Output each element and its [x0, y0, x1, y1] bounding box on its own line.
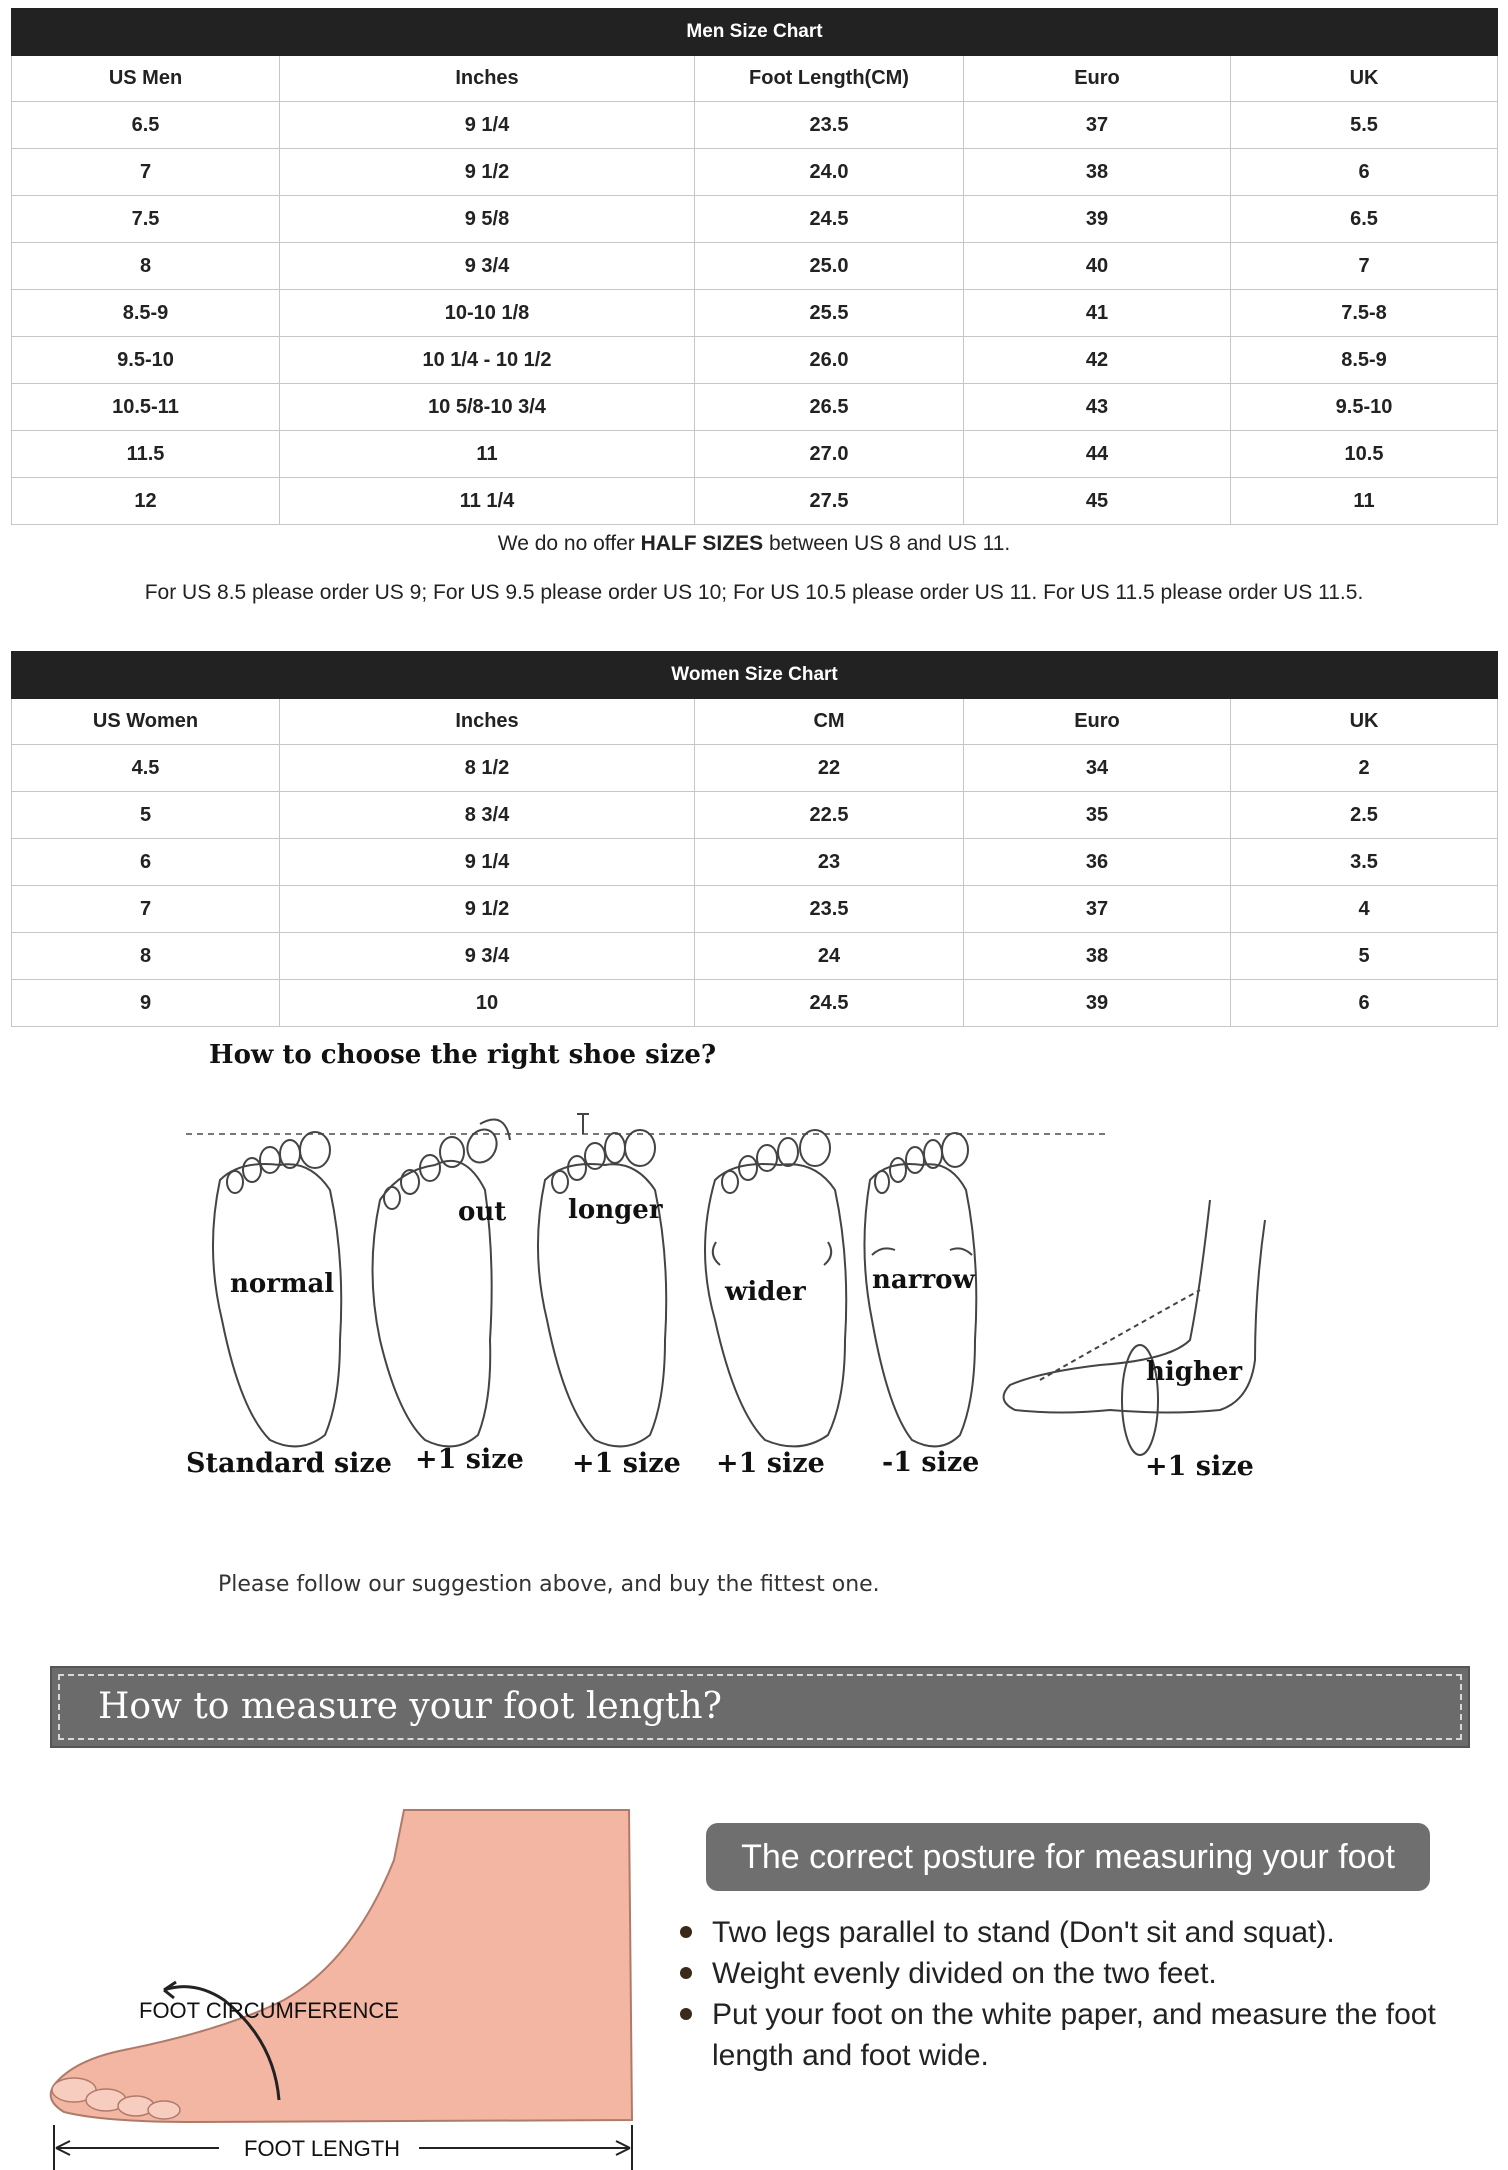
narrow-arrows-icon: [872, 1248, 972, 1255]
table-cell: 22.5: [695, 792, 964, 839]
table-cell: 2.5: [1231, 792, 1498, 839]
table-cell: 38: [964, 933, 1231, 980]
size-advice-narrow: -1 size: [882, 1447, 980, 1478]
foot-label-out: out: [458, 1197, 507, 1227]
normal-foot-outline: [213, 1164, 341, 1446]
posture-bullet-list: [680, 1912, 1480, 2076]
table-cell: 12: [12, 478, 280, 525]
women-chart-title: Women Size Chart: [12, 652, 1498, 699]
table-cell: 8: [12, 243, 280, 290]
measure-banner-title: How to measure your foot length?: [98, 1686, 722, 1727]
table-cell: 23.5: [695, 102, 964, 149]
foot-label-wider: wider: [725, 1277, 806, 1307]
table-cell: 39: [964, 196, 1231, 243]
table-cell: 36: [964, 839, 1231, 886]
table-cell: 9: [12, 980, 280, 1027]
table-cell: 3.5: [1231, 839, 1498, 886]
measure-banner: [50, 1666, 1470, 1748]
table-cell: 10 5/8-10 3/4: [280, 384, 695, 431]
note-text: We do no offer: [497, 532, 641, 555]
foot-length-label: FOOT LENGTH: [244, 2136, 401, 2161]
table-cell: 10.5-11: [12, 384, 280, 431]
column-header: Euro: [964, 699, 1231, 745]
longer-marker-icon: [577, 1114, 589, 1134]
men-header-row: [12, 56, 1498, 102]
table-cell: 8.5-9: [1231, 337, 1498, 384]
table-cell: 24.5: [695, 196, 964, 243]
order-advice-note: For US 8.5 please order US 9; For US 9.5 please order US 10; For US 10.5 please order US 11. For US 11.5 please order US 11.5.: [144, 581, 1364, 604]
table-cell: 26.5: [695, 384, 964, 431]
column-header: Euro: [964, 56, 1231, 102]
table-row: [12, 102, 1498, 149]
table-row: [12, 792, 1498, 839]
table-cell: 11 1/4: [280, 478, 695, 525]
table-cell: 22: [695, 745, 964, 792]
table-cell: 26.0: [695, 337, 964, 384]
normal-foot-toes: [227, 1132, 330, 1193]
table-cell: 37: [964, 886, 1231, 933]
list-item: Weight evenly divided on the two feet.: [680, 1953, 1480, 1994]
table-row: [12, 337, 1498, 384]
table-cell: 24.0: [695, 149, 964, 196]
table-cell: 7: [12, 149, 280, 196]
size-advice-wider: +1 size: [716, 1448, 825, 1479]
foot-shape-diagram: [160, 1110, 1380, 1490]
table-row: [12, 149, 1498, 196]
table-cell: 40: [964, 243, 1231, 290]
foot-measure-illustration: [44, 1800, 644, 2170]
table-cell: 4: [1231, 886, 1498, 933]
table-cell: 8.5-9: [12, 290, 280, 337]
list-item: Two legs parallel to stand (Don't sit and squat).: [680, 1912, 1480, 1953]
table-cell: 5: [12, 792, 280, 839]
wider-arrows-icon: [713, 1242, 831, 1265]
longer-foot-toes: [552, 1130, 655, 1193]
table-cell: 9 3/4: [280, 933, 695, 980]
column-header: US Women: [12, 699, 280, 745]
foot-side-view: [44, 1800, 644, 2170]
table-cell: 43: [964, 384, 1231, 431]
narrow-foot-toes: [875, 1133, 968, 1193]
column-header: UK: [1231, 699, 1498, 745]
table-cell: 45: [964, 478, 1231, 525]
table-cell: 5: [1231, 933, 1498, 980]
table-cell: 6.5: [12, 102, 280, 149]
table-row: [12, 839, 1498, 886]
table-row: [12, 980, 1498, 1027]
table-row: [12, 243, 1498, 290]
table-cell: 39: [964, 980, 1231, 1027]
narrow-foot-outline: [864, 1164, 976, 1446]
table-cell: 8: [12, 933, 280, 980]
table-cell: 7: [1231, 243, 1498, 290]
half-size-note: [0, 532, 1508, 556]
table-cell: 9 1/4: [280, 839, 695, 886]
men-chart-title: Men Size Chart: [12, 9, 1498, 56]
table-cell: 25.5: [695, 290, 964, 337]
table-cell: 9 5/8: [280, 196, 695, 243]
table-cell: 2: [1231, 745, 1498, 792]
guide-title: How to choose the right shoe size?: [209, 1040, 717, 1070]
note-text: between US 8 and US 11.: [763, 532, 1011, 555]
list-item: Put your foot on the white paper, and measure the foot length and foot wide.: [680, 1994, 1480, 2076]
size-advice-normal: Standard size: [186, 1448, 392, 1479]
women-size-chart: [11, 651, 1498, 1027]
table-cell: 11: [1231, 478, 1498, 525]
table-cell: 27.0: [695, 431, 964, 478]
column-header: UK: [1231, 56, 1498, 102]
table-cell: 10 1/4 - 10 1/2: [280, 337, 695, 384]
table-cell: 6.5: [1231, 196, 1498, 243]
table-cell: 9 1/2: [280, 886, 695, 933]
table-cell: 10-10 1/8: [280, 290, 695, 337]
skin-shape: [51, 1810, 632, 2122]
note-bold-text: HALF SIZES: [640, 532, 764, 555]
column-header: Inches: [280, 56, 695, 102]
table-cell: 44: [964, 431, 1231, 478]
table-cell: 34: [964, 745, 1231, 792]
table-row: [12, 886, 1498, 933]
foot-label-normal: normal: [230, 1269, 335, 1299]
table-cell: 8 3/4: [280, 792, 695, 839]
posture-title: The correct posture for measuring your foot: [706, 1823, 1430, 1891]
foot-label-higher: higher: [1146, 1357, 1243, 1387]
size-advice-higher: +1 size: [1145, 1451, 1254, 1482]
table-cell: 6: [1231, 149, 1498, 196]
table-row: [12, 933, 1498, 980]
table-cell: 9 1/4: [280, 102, 695, 149]
foot-circumference-label: FOOT CIRCUMFERENCE: [139, 1998, 399, 2023]
table-cell: 11.5: [12, 431, 280, 478]
table-cell: 10: [280, 980, 695, 1027]
table-cell: 11: [280, 431, 695, 478]
men-size-chart: [11, 8, 1498, 525]
foot-label-narrow: narrow: [872, 1265, 975, 1295]
table-cell: 35: [964, 792, 1231, 839]
table-cell: 41: [964, 290, 1231, 337]
table-cell: 10.5: [1231, 431, 1498, 478]
table-row: [12, 745, 1498, 792]
table-cell: 6: [12, 839, 280, 886]
table-cell: 7.5: [12, 196, 280, 243]
table-cell: 9 1/2: [280, 149, 695, 196]
table-cell: 24.5: [695, 980, 964, 1027]
table-cell: 9.5-10: [1231, 384, 1498, 431]
column-header: Inches: [280, 699, 695, 745]
wider-foot-toes: [722, 1130, 830, 1193]
table-cell: 5.5: [1231, 102, 1498, 149]
size-advice-longer: +1 size: [572, 1448, 681, 1479]
table-cell: 37: [964, 102, 1231, 149]
column-header: US Men: [12, 56, 280, 102]
women-header-row: [12, 699, 1498, 745]
table-cell: 38: [964, 149, 1231, 196]
table-cell: 27.5: [695, 478, 964, 525]
table-cell: 6: [1231, 980, 1498, 1027]
table-row: [12, 196, 1498, 243]
column-header: CM: [695, 699, 964, 745]
table-cell: 4.5: [12, 745, 280, 792]
table-cell: 7.5-8: [1231, 290, 1498, 337]
table-cell: 8 1/2: [280, 745, 695, 792]
table-row: [12, 431, 1498, 478]
table-cell: 9 3/4: [280, 243, 695, 290]
suggestion-text: Please follow our suggestion above, and buy the fittest one.: [218, 1572, 880, 1597]
table-cell: 23.5: [695, 886, 964, 933]
table-cell: 25.0: [695, 243, 964, 290]
table-row: [12, 478, 1498, 525]
size-advice-out: +1 size: [415, 1444, 524, 1475]
table-cell: 42: [964, 337, 1231, 384]
table-row: [12, 290, 1498, 337]
table-row: [12, 384, 1498, 431]
table-cell: 24: [695, 933, 964, 980]
table-cell: 23: [695, 839, 964, 886]
column-header: Foot Length(CM): [695, 56, 964, 102]
circumference-arrow-icon: [164, 1982, 176, 1998]
foot-label-longer: longer: [568, 1195, 663, 1225]
table-cell: 7: [12, 886, 280, 933]
table-cell: 9.5-10: [12, 337, 280, 384]
